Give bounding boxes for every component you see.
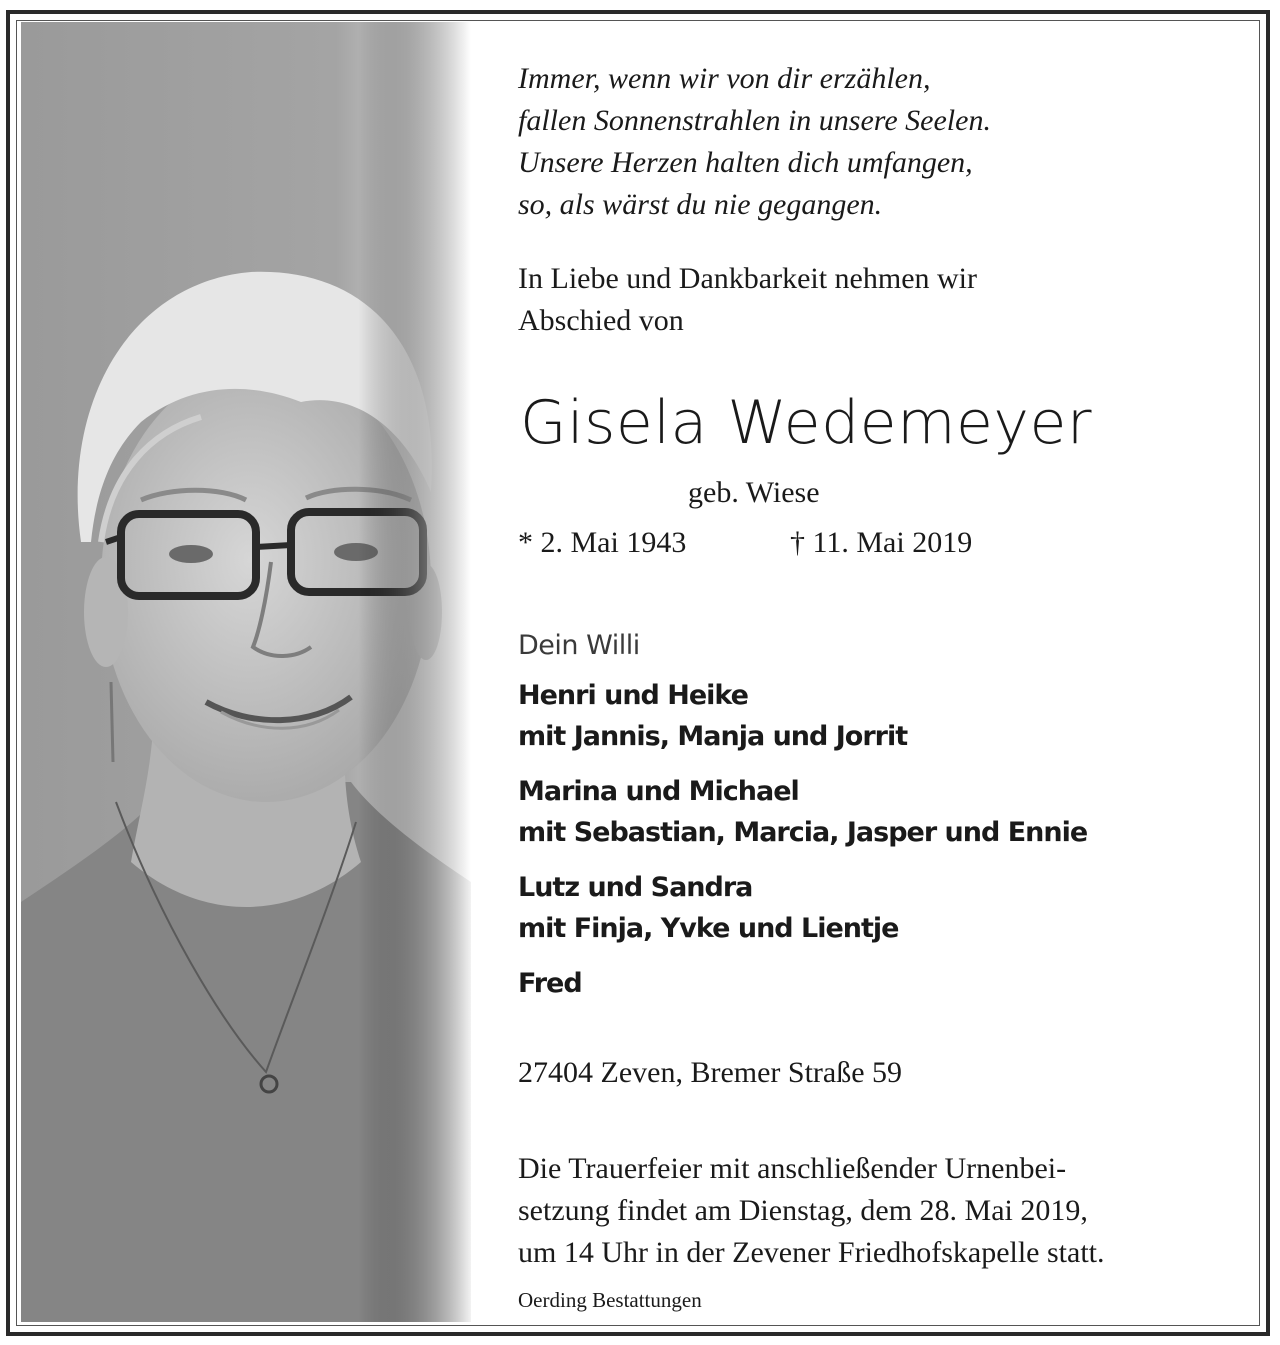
intro-line: In Liebe und Dankbarkeit nehmen wir (518, 262, 978, 295)
mourner-spouse: Dein Willi (518, 630, 640, 661)
family-parents: Lutz und Sandra (518, 872, 753, 903)
portrait-silhouette-icon (21, 22, 471, 1322)
family-parents: Fred (518, 968, 582, 999)
family-parents: Henri und Heike (518, 680, 748, 711)
intro-text (518, 258, 977, 342)
born-name: geb. Wiese (688, 476, 820, 509)
family-parents: Marina und Michael (518, 776, 799, 807)
service-line: setzung findet am Dienstag, dem 28. Mai 2019, (518, 1194, 1088, 1227)
mourners-list (518, 630, 1087, 1018)
family-children: mit Sebastian, Marcia, Jasper und Ennie (518, 817, 1088, 848)
birth-date: * 2. Mai 1943 (518, 526, 687, 559)
death-date: † 11. Mai 2019 (790, 526, 973, 559)
poem-line: Unsere Herzen halten dich umfangen, (518, 146, 973, 179)
family-children: mit Finja, Yvke und Lientje (518, 913, 899, 944)
undertaker: Oerding Bestattungen (518, 1288, 702, 1312)
poem-line: fallen Sonnenstrahlen in unsere Seelen. (518, 104, 991, 137)
family-group (518, 867, 1087, 949)
portrait-photo (21, 22, 471, 1322)
family-group (518, 771, 1087, 853)
family-group (518, 675, 1087, 757)
address: 27404 Zeven, Bremer Straße 59 (518, 1056, 903, 1089)
family-group (518, 963, 1087, 1004)
poem (518, 58, 991, 226)
poem-line: so, als wärst du nie gegangen. (518, 188, 883, 221)
service-line: Die Trauerfeier mit anschließender Urnenbei- (518, 1152, 1067, 1185)
deceased-name: Gisela Wedemeyer (520, 388, 1093, 458)
family-children: mit Jannis, Manja und Jorrit (518, 721, 908, 752)
service-info (518, 1148, 1105, 1274)
life-dates (518, 526, 973, 560)
service-line: um 14 Uhr in der Zevener Friedhofskapelle statt. (518, 1236, 1105, 1269)
poem-line: Immer, wenn wir von dir erzählen, (518, 62, 931, 95)
intro-line: Abschied von (518, 304, 684, 337)
